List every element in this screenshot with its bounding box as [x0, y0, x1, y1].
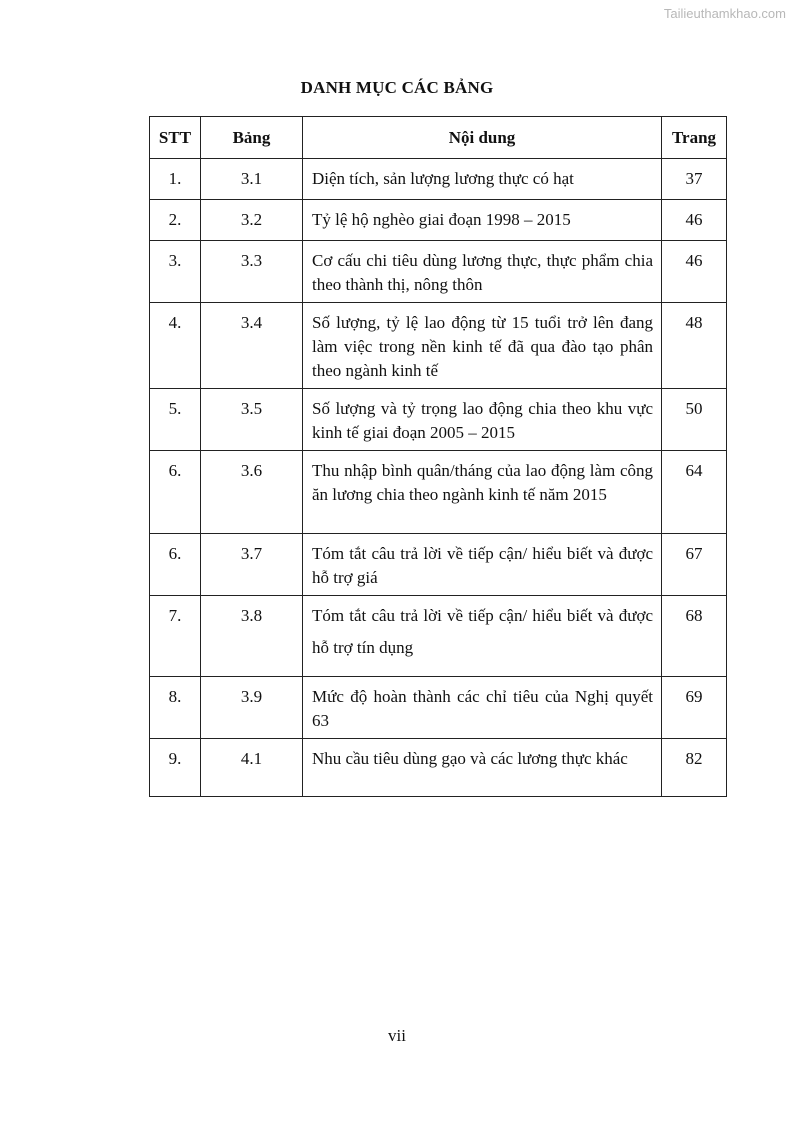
table-row — [150, 241, 727, 303]
header-noi-dung: Nội dung — [303, 117, 662, 159]
header-trang: Trang — [662, 117, 727, 159]
cell-bang: 3.9 — [201, 677, 303, 739]
cell-noi-dung: Mức độ hoàn thành các chỉ tiêu của Nghị quyết 63 — [303, 677, 662, 739]
cell-noi-dung: Tóm tắt câu trả lời về tiếp cận/ hiểu biết và được hỗ trợ giá — [303, 534, 662, 596]
header-bang: Bảng — [201, 117, 303, 159]
cell-trang: 46 — [662, 241, 727, 303]
table-row — [150, 303, 727, 389]
table-row — [150, 159, 727, 200]
cell-bang: 4.1 — [201, 739, 303, 797]
page-number: vii — [388, 1026, 406, 1045]
cell-noi-dung: Tỷ lệ hộ nghèo giai đoạn 1998 – 2015 — [303, 200, 662, 241]
cell-noi-dung: Nhu cầu tiêu dùng gạo và các lương thực khác — [303, 739, 662, 797]
table-row — [150, 677, 727, 739]
cell-stt: 2. — [150, 200, 201, 241]
table-row — [150, 200, 727, 241]
cell-stt: 1. — [150, 159, 201, 200]
cell-stt: 5. — [150, 389, 201, 451]
cell-trang: 82 — [662, 739, 727, 797]
cell-noi-dung: Diện tích, sản lượng lương thực có hạt — [303, 159, 662, 200]
cell-trang: 46 — [662, 200, 727, 241]
page-title: DANH MỤC CÁC BẢNG — [300, 78, 494, 97]
table-row — [150, 534, 727, 596]
cell-trang: 64 — [662, 451, 727, 534]
cell-noi-dung: Cơ cấu chi tiêu dùng lương thực, thực phẩm chia theo thành thị, nông thôn — [303, 241, 662, 303]
cell-noi-dung: Số lượng, tỷ lệ lao động từ 15 tuổi trở lên đang làm việc trong nền kinh tế đã qua đào tạo phân theo ngành kinh tế — [303, 303, 662, 389]
watermark: Tailieuthamkhao.com — [663, 6, 786, 21]
cell-stt: 6. — [150, 534, 201, 596]
table-list — [149, 116, 727, 797]
cell-trang: 48 — [662, 303, 727, 389]
table-header-row — [150, 117, 727, 159]
cell-trang: 50 — [662, 389, 727, 451]
header-stt: STT — [150, 117, 201, 159]
cell-trang: 68 — [662, 596, 727, 677]
cell-bang: 3.7 — [201, 534, 303, 596]
cell-stt: 7. — [150, 596, 201, 677]
cell-bang: 3.1 — [201, 159, 303, 200]
cell-bang: 3.4 — [201, 303, 303, 389]
cell-trang: 67 — [662, 534, 727, 596]
cell-stt: 8. — [150, 677, 201, 739]
cell-trang: 69 — [662, 677, 727, 739]
table-row — [150, 389, 727, 451]
cell-bang: 3.5 — [201, 389, 303, 451]
cell-bang: 3.6 — [201, 451, 303, 534]
cell-bang: 3.3 — [201, 241, 303, 303]
table-row — [150, 451, 727, 534]
table-row — [150, 596, 727, 677]
cell-stt: 3. — [150, 241, 201, 303]
cell-stt: 4. — [150, 303, 201, 389]
table-row — [150, 739, 727, 797]
cell-trang: 37 — [662, 159, 727, 200]
cell-bang: 3.8 — [201, 596, 303, 677]
cell-noi-dung: Tóm tắt câu trả lời về tiếp cận/ hiểu biết và được hỗ trợ tín dụng — [303, 596, 662, 677]
cell-bang: 3.2 — [201, 200, 303, 241]
cell-stt: 6. — [150, 451, 201, 534]
cell-noi-dung: Thu nhập bình quân/tháng của lao động làm công ăn lương chia theo ngành kinh tế năm 2015 — [303, 451, 662, 534]
cell-noi-dung: Số lượng và tỷ trọng lao động chia theo khu vực kinh tế giai đoạn 2005 – 2015 — [303, 389, 662, 451]
cell-stt: 9. — [150, 739, 201, 797]
